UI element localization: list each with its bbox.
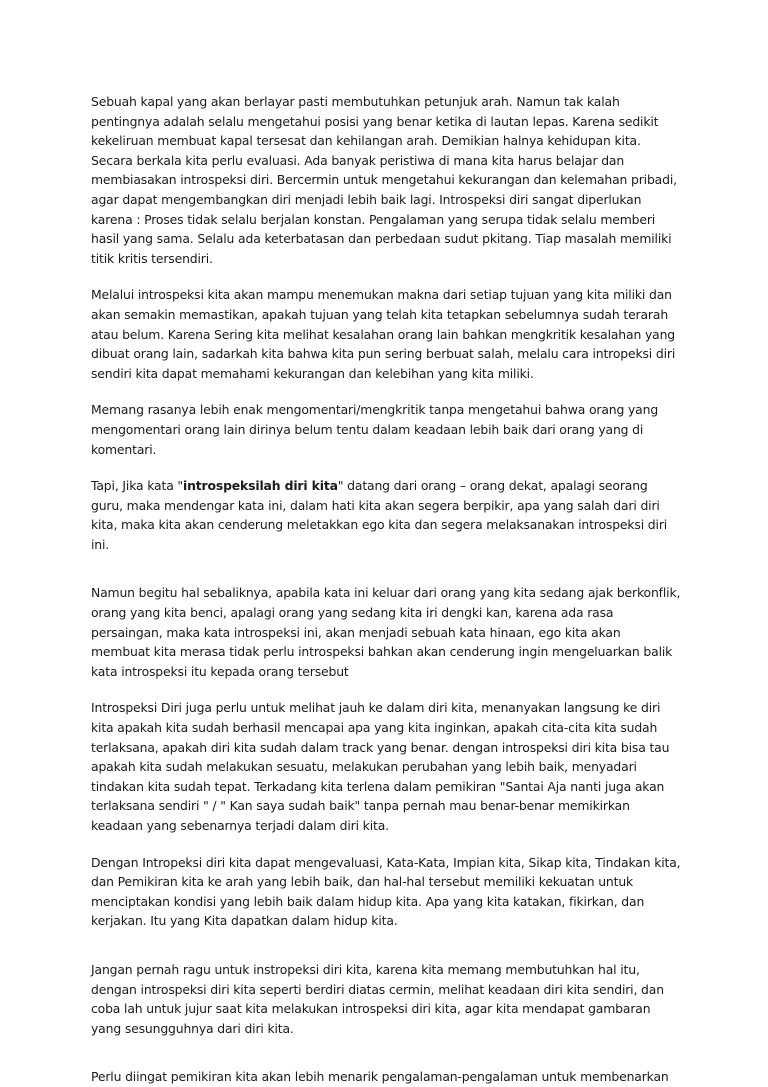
paragraph-4-before: Tapi, Jika kata " <box>91 478 183 494</box>
paragraph-7: Dengan Intropeksi diri kita dapat mengevaluasi, Kata-Kata, Impian kita, Sikap kita, Tindakan kita, dan Pemikiran kita ke arah yang lebih baik, dan hal-hal tersebut memiliki kekuatan untuk menciptakan kondisi yang lebih baik dalam hidup kita. Apa yang kita katakan, fikirkan, dan kerjakan. Itu yang Kita dapatkan dalam hidup kita. <box>91 854 681 929</box>
paragraph-6: Introspeksi Diri juga perlu untuk melihat jauh ke dalam diri kita, menanyakan langsung ke diri kita apakah kita sudah berhasil mencapai apa yang kita inginkan, apakah cita-cita kita sudah terlaksana, apakah diri kita sudah dalam track yang benar. dengan introspeksi diri kita bisa tau apakah kita sudah melakukan sesuatu, melakukan perubahan yang lebih baik, menyadari tindakan kita sudah tepat. Terkadang kita terlena dalam pemikiran "Santai Aja nanti juga akan terlaksana sendiri " / " Kan saya sudah baik" tanpa pernah mau benar-benar memikirkan keadaan yang sebenarnya terjadi dalam diri kita. <box>91 700 670 833</box>
paragraph-8: Jangan pernah ragu untuk instropeksi diri kita, karena kita memang membutuhkan hal itu, dengan introspeksi diri kita seperti berdiri diatas cermin, melihat keadaan diri kita sendiri, dan coba lah untuk jujur saat kita melakukan introspeksi diri kita, agar kita mendapat gambaran yang sesungguhnya dari diri kita. <box>91 961 664 1036</box>
paragraph-3: Memang rasanya lebih enak mengomentari/mengkritik tanpa mengetahui bahwa orang yang mengomentari orang lain dirinya belum tentu dalam keadaan lebih baik dari orang yang di komentari. <box>91 402 659 457</box>
paragraph-4-after: " datang dari orang – orang dekat, apalagi seorang guru, maka mendengar kata ini, dalam hati kita akan segera berpikir, apa yang salah dari diri kita, maka kita akan cenderung meletakkan ego kita dan segera melaksanakan introspeksi diri ini. <box>91 478 668 552</box>
paragraph-4 <box>91 476 683 554</box>
paragraph-2: Melalui introspeksi kita akan mampu menemukan makna dari setiap tujuan yang kita miliki dan akan semakin memastikan, apakah tujuan yang telah kita tetapkan sebelumnya sudah terarah atau belum. Karena Sering kita melihat kesalahan orang lain bahkan mengkritik kesalahan yang dibuat orang lain, sadarkah kita bahwa kita pun sering berbuat salah, melalu cara intropeksi diri sendiri kita dapat memahami kekurangan dan kelebihan yang kita miliki. <box>91 287 676 381</box>
paragraph-5: Namun begitu hal sebaliknya, apabila kata ini keluar dari orang yang kita sedang ajak berkonflik, orang yang kita benci, apalagi orang yang sedang kita iri dengki kan, karena ada rasa persaingan, maka kata introspeksi ini, akan menjadi sebuah kata hinaan, ego kita akan membuat kita merasa tidak perlu introspeksi bahkan akan cenderung ingin mengeluarkan balik kata introspeksi itu kepada orang tersebut <box>91 585 681 679</box>
emphasized-phrase: introspeksilah diri kita <box>182 478 338 494</box>
paragraph-1: Sebuah kapal yang akan berlayar pasti membutuhkan petunjuk arah. Namun tak kalah pentingnya adalah selalu mengetahui posisi yang benar ketika di lautan lepas. Karena sedikit kekeliruan membuat kapal tersesat dan kehilangan arah. Demikian halnya kehidupan kita. Secara berkala kita perlu evaluasi. Ada banyak peristiwa di mana kita harus belajar dan membiasakan introspeksi diri. Bercermin untuk mengetahui kekurangan dan kelemahan pribadi, agar dapat mengembangkan diri menjadi lebih baik lagi. Introspeksi diri sangat diperlukan karena : Proses tidak selalu berjalan konstan. Pengalaman yang serupa tidak selalu memberi hasil yang sama. Selalu ada keterbatasan dan perbedaan sudut pkitang. Tiap masalah memiliki titik kritis tersendiri. <box>91 94 677 266</box>
paragraph-9: Perlu diingat pemikiran kita akan lebih menarik pengalaman-pengalaman untuk membenarkan <box>91 1069 669 1085</box>
document-body <box>91 92 683 1087</box>
